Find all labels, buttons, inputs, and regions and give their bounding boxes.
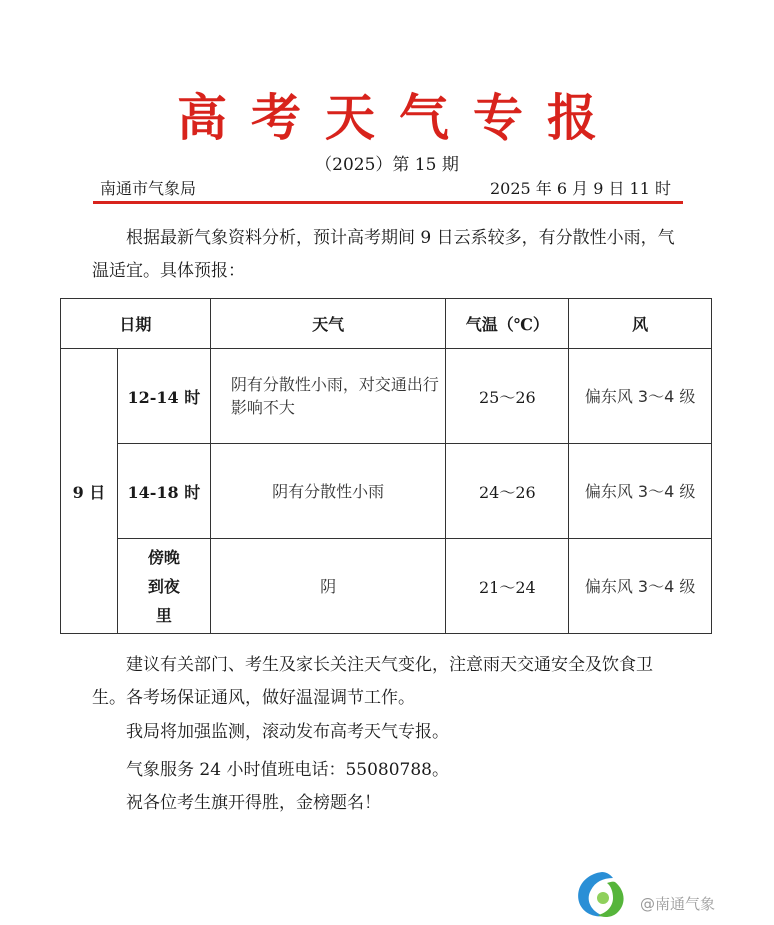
issue-datetime: 2025 年 6 月 9 日 11 时: [489, 179, 671, 198]
day-cell: 9 日: [61, 349, 118, 634]
header-wind: 风: [569, 299, 712, 349]
issuing-bureau: 南通市气象局: [100, 179, 197, 198]
issue-number: （2025）第 15 期: [315, 155, 459, 175]
intro-paragraph: 根据最新气象资料分析，预计高考期间 9 日云系较多，有分散性小雨，气温适宜。具体预报：: [92, 228, 675, 281]
temp-cell: 24～26: [446, 444, 569, 539]
weather-logo-icon: [573, 868, 631, 920]
wind-cell: 偏东风 3～4 级: [569, 444, 712, 539]
header-date: 日期: [61, 299, 211, 349]
header-temp: 气温（℃）: [446, 299, 569, 349]
watermark: @南通气象: [640, 895, 716, 913]
table-header-row: [61, 299, 712, 349]
wind-cell: 偏东风 3～4 级: [569, 349, 712, 444]
table-row: [61, 349, 712, 444]
monitoring-paragraph: 我局将加强监测，滚动发布高考天气专报。: [126, 722, 449, 742]
temp-cell: 21～24: [446, 539, 569, 634]
period-cell: 12-14 时: [117, 349, 210, 444]
table-row: [61, 444, 712, 539]
temp-cell: 25～26: [446, 349, 569, 444]
weather-cell: 阴: [210, 539, 446, 634]
hotline-paragraph: 气象服务 24 小时值班电话：55080788。: [126, 760, 449, 780]
wishes-paragraph: 祝各位考生旗开得胜，金榜题名！: [126, 793, 381, 813]
table-row: [61, 539, 712, 634]
forecast-table: [60, 298, 712, 634]
period-cell: 14-18 时: [117, 444, 210, 539]
wind-cell: 偏东风 3～4 级: [569, 539, 712, 634]
weather-cell: 阴有分散性小雨，对交通出行影响不大: [210, 349, 446, 444]
header-divider: [93, 201, 683, 204]
advice-paragraph: 建议有关部门、考生及家长关注天气变化，注意雨天交通安全及饮食卫生。各考场保证通风，做好温湿调节工作。: [92, 655, 653, 708]
header-weather: 天气: [210, 299, 446, 349]
report-title: 高考天气专报: [177, 88, 621, 147]
period-cell: 傍晚到夜里: [117, 539, 210, 634]
weather-cell: 阴有分散性小雨: [210, 444, 446, 539]
